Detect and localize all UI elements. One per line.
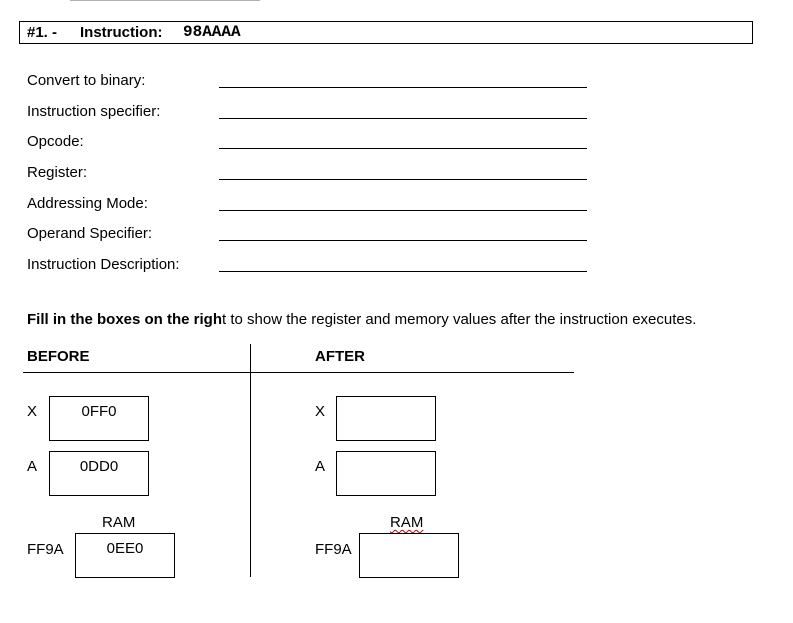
- after-a-box[interactable]: [336, 451, 436, 496]
- field-line-opcode[interactable]: [219, 148, 587, 149]
- field-line-binary[interactable]: [219, 87, 587, 88]
- column-divider: [250, 344, 251, 577]
- after-ram-label: RAM: [390, 514, 424, 531]
- field-label-binary: Convert to binary:: [27, 72, 146, 89]
- field-line-specifier[interactable]: [219, 118, 587, 119]
- before-header: BEFORE: [27, 348, 90, 365]
- before-a-label: A: [27, 458, 38, 475]
- problem-number: #1. -: [27, 24, 58, 41]
- before-x-value: 0FF0: [81, 403, 117, 420]
- instruction-label: Instruction:: [80, 24, 163, 41]
- field-label-operand-specifier: Operand Specifier:: [27, 225, 153, 242]
- instructions-bold: Fill in the boxes on the righ: [27, 311, 223, 328]
- before-ram-value: 0EE0: [106, 540, 144, 557]
- instructions-rest: t to show the register and memory values after the instruction executes.: [222, 311, 697, 328]
- before-ram-box: [75, 533, 175, 578]
- field-label-addressing-mode: Addressing Mode:: [27, 195, 148, 212]
- before-a-box: [49, 451, 149, 496]
- after-x-label: X: [315, 403, 326, 420]
- field-label-opcode: Opcode:: [27, 133, 84, 150]
- before-x-label: X: [27, 403, 38, 420]
- after-a-label: A: [315, 458, 326, 475]
- field-line-description[interactable]: [219, 271, 587, 272]
- after-address-label: FF9A: [315, 541, 352, 558]
- header-divider: [23, 372, 574, 373]
- field-line-register[interactable]: [219, 179, 587, 180]
- instruction-code: 98AAAA: [183, 23, 241, 41]
- field-label-description: Instruction Description:: [27, 256, 180, 273]
- instructions-text: [27, 311, 696, 328]
- before-a-value: 0DD0: [79, 458, 119, 475]
- before-address-label: FF9A: [27, 541, 64, 558]
- field-label-specifier: Instruction specifier:: [27, 103, 161, 120]
- top-divider: [70, 0, 260, 1]
- before-ram-label: RAM: [102, 514, 136, 531]
- field-line-operand-specifier[interactable]: [219, 240, 587, 241]
- after-ram-box[interactable]: [359, 533, 459, 578]
- before-x-box: [49, 396, 149, 441]
- after-header: AFTER: [315, 348, 365, 365]
- field-line-addressing-mode[interactable]: [219, 210, 587, 211]
- field-label-register: Register:: [27, 164, 88, 181]
- after-x-box[interactable]: [336, 396, 436, 441]
